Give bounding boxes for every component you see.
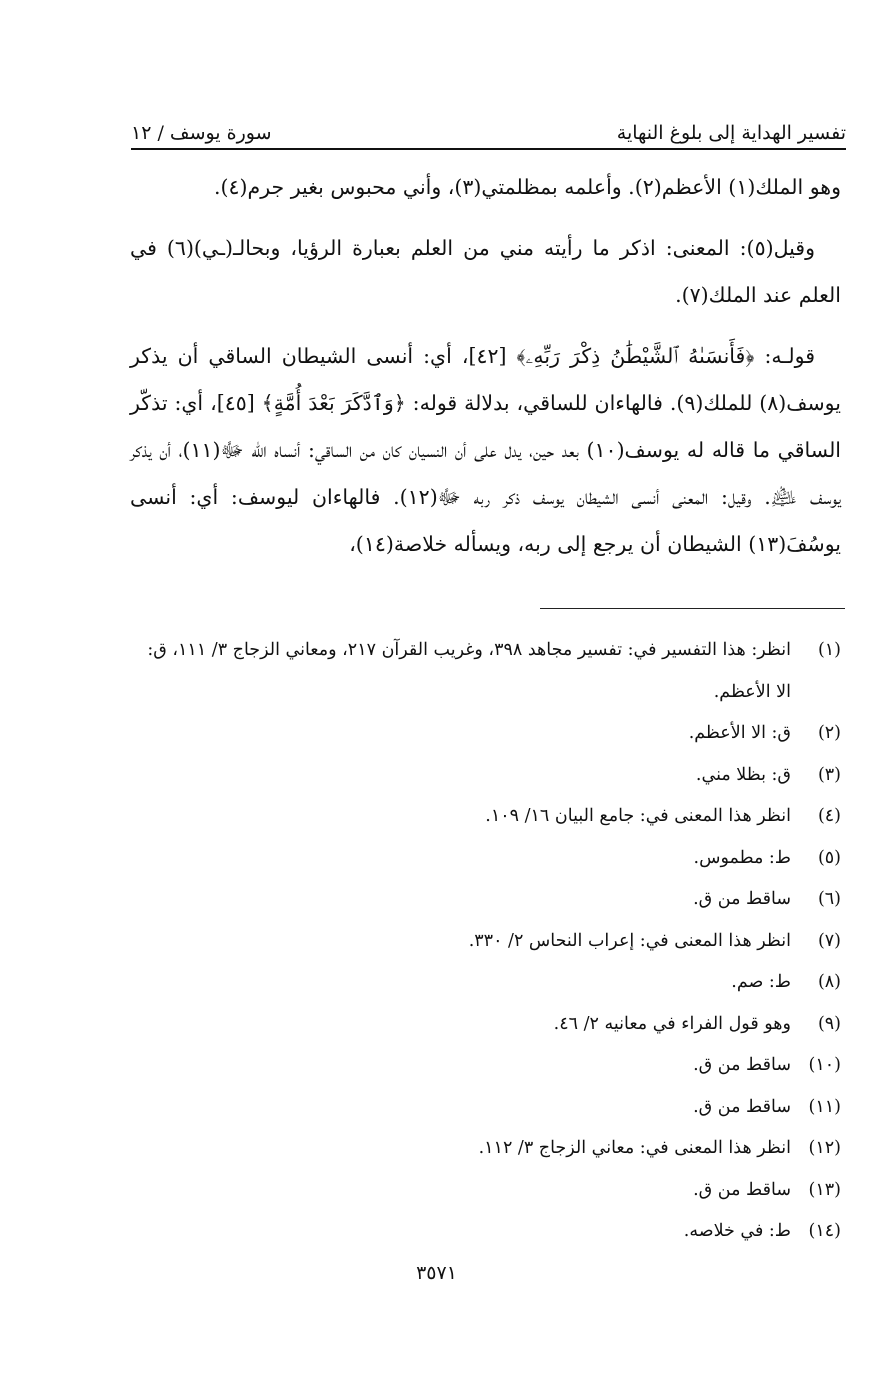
footnote-text: ق: بظلا مني.: [695, 764, 791, 785]
paragraph: وقيل(٥): المعنى: اذكر ما رأيته مني من العلم بعبارة الرؤيا، وبحالـ(ـي)(٦) في العلم عند الملك(٧).: [130, 236, 841, 307]
footnote-number: (١٢): [808, 1138, 841, 1158]
footnote-number: (٣): [817, 764, 841, 785]
page-number: ٣٥٧١: [416, 1262, 457, 1284]
footnote: [128, 713, 841, 755]
header-divider: [131, 148, 846, 150]
footnote: [128, 1045, 841, 1087]
footnote-text: انظر: هذا التفسير في: تفسير مجاهد ٣٩٨، وغريب القرآن ٢١٧، ومعاني الزجاج ٣/ ١١١، ق: الا الأعظم.: [147, 640, 791, 702]
footnote: [128, 921, 841, 963]
footnote-number: (٨): [817, 972, 841, 992]
footnote: [128, 796, 841, 838]
footnote-separator: [540, 608, 845, 609]
footnote-number: (٩): [817, 1013, 841, 1034]
footnote-number: (١٠): [808, 1055, 841, 1075]
footnote: [128, 630, 841, 713]
footnote-text: ط: مطموس.: [693, 847, 791, 868]
footnote-number: (١٤): [808, 1221, 841, 1241]
footnote-number: (٧): [817, 930, 841, 951]
footnote-text: انظر هذا المعنى في: معاني الزجاج ٣/ ١١٢.: [478, 1138, 791, 1158]
footnote-text: ساقط من ق.: [693, 1179, 791, 1200]
footnote-number: (٦): [817, 889, 841, 909]
footnote-text: ساقط من ق.: [693, 1096, 791, 1117]
footnote-number: (١٣): [808, 1179, 841, 1200]
running-header: [131, 104, 846, 144]
footnote-number: (٢): [817, 723, 841, 743]
footnote: [128, 1087, 841, 1129]
footnote-number: (١): [817, 640, 841, 660]
footnote: [128, 962, 841, 1004]
paragraph: قولـه: ﴿فَأَنسَىٰهُ ٱلشَّيْطَٰنُ ذِكْرَ رَبِّهِۦ﴾ [٤٢]، أي: أنسى الشيطان الساقي أن يذكر يوسف(٨) للملك(٩). فالهاءان للساقي، بدلالة قوله: ﴿وَٱدَّكَرَ بَعْدَ أُمَّةٍ﴾ [٤٥]، أي: تذكّر الساقي ما قاله له يوسف(١٠) بعد حين، يدل على أن النسيان كان من الساقي: أنساه الله ﷻ(١١)، أن يذكر يوسف ﵇. وقيل: المعنى أنسى الشيطان يوسف ذكر ربه ﷻ(١٢). فالهاءان ليوسف: أي: أنسى يوسُفَ(١٣) الشيطان أن يرجع إلى ربه، ويسأله خلاصة(١٤)،: [130, 344, 842, 556]
footnote-text: انظر هذا المعنى في: جامع البيان ١٦/ ١٠٩.: [485, 806, 791, 826]
footnote-text: ساقط من ق.: [693, 889, 791, 909]
book-title: تفسير الهداية إلى بلوغ النهاية: [616, 122, 846, 144]
footnote: [128, 1128, 841, 1170]
footnote: [128, 1004, 841, 1046]
footnote-text: وهو قول الفراء في معانيه ٢/ ٤٦.: [553, 1013, 791, 1034]
footnote: [128, 838, 841, 880]
footnote: [128, 1170, 841, 1212]
footnote-text: ط: صم.: [731, 972, 791, 992]
footnote-text: انظر هذا المعنى في: إعراب النحاس ٢/ ٣٣٠.: [468, 930, 791, 951]
paragraph: وهو الملك(١) الأعظم(٢). وأعلمه بمظلمتي(٣)، وأني محبوس بغير جرم(٤).: [214, 175, 841, 199]
footnote-text: ق: الا الأعظم.: [688, 723, 791, 743]
footnote-number: (٤): [817, 806, 841, 826]
footnote-text: ط: في خلاصه.: [683, 1221, 791, 1241]
footnote-text: ساقط من ق.: [693, 1055, 791, 1075]
footnote: [128, 1211, 841, 1253]
main-text: [130, 164, 841, 582]
footnote: [128, 755, 841, 797]
footnote: [128, 879, 841, 921]
footnotes: [128, 630, 841, 1253]
footnote-number: (١١): [808, 1096, 841, 1117]
chapter-label: سورة يوسف / ١٢: [131, 122, 272, 144]
footnote-number: (٥): [817, 847, 841, 868]
